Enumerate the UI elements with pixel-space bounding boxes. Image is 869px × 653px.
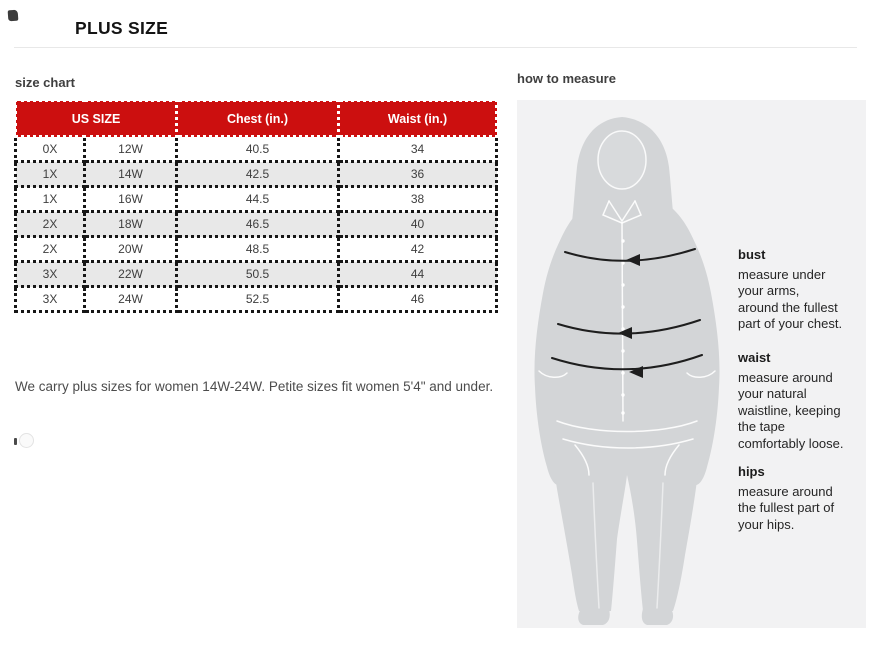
table-cell: 1X <box>16 162 85 187</box>
corner-mark <box>8 10 19 22</box>
table-cell: 1X <box>16 187 85 212</box>
left-foot <box>578 609 610 625</box>
table-cell: 40 <box>339 212 497 237</box>
waist-text-line: your natural <box>738 386 807 401</box>
table-cell: 46 <box>339 287 497 312</box>
col-header-us-size: US SIZE <box>16 101 177 137</box>
how-to-measure-panel <box>517 100 866 628</box>
figure-silhouette <box>523 103 735 625</box>
table-cell: 24W <box>85 287 177 312</box>
bust-text-line: around the fullest <box>738 299 838 315</box>
table-row <box>16 162 497 187</box>
measure-block-bust <box>738 247 868 333</box>
placket-line <box>622 223 623 421</box>
table-cell: 0X <box>16 137 85 162</box>
table-cell: 2X <box>16 212 85 237</box>
page-title: PLUS SIZE <box>75 18 169 38</box>
table-cell: 42 <box>339 237 497 262</box>
bust-text-line: measure under <box>738 266 826 282</box>
col-header-chest: Chest (in.) <box>177 101 339 137</box>
table-cell: 12W <box>85 137 177 162</box>
table-cell: 44 <box>339 262 497 287</box>
table-cell: 14W <box>85 162 177 187</box>
table-cell: 50.5 <box>177 262 339 287</box>
table-cell: 46.5 <box>177 212 339 237</box>
torso-shape <box>540 193 714 423</box>
tiny-marker-icon <box>13 432 35 450</box>
table-row <box>16 137 497 162</box>
waist-text-line: comfortably loose. <box>738 435 844 451</box>
table-row <box>16 187 497 212</box>
tiny-dash <box>14 438 17 445</box>
bust-text-line: your arms, <box>738 283 800 298</box>
table-cell: 22W <box>85 262 177 287</box>
table-header-row <box>16 101 497 137</box>
how-to-measure-heading: how to measure <box>517 71 616 86</box>
right-foot <box>642 609 673 625</box>
waist-heading: waist <box>738 350 771 365</box>
table-cell: 38 <box>339 187 497 212</box>
hips-text-line: your hips. <box>738 516 795 532</box>
table-cell: 48.5 <box>177 237 339 262</box>
sizing-note: We carry plus sizes for women 14W-24W. Petite sizes fit women 5'4" and under. <box>15 379 494 394</box>
hips-text-line: measure around <box>738 483 833 499</box>
size-chart-table <box>14 99 498 313</box>
waist-text-line: the tape <box>738 419 785 434</box>
table-cell: 36 <box>339 162 497 187</box>
measure-block-hips <box>738 464 868 533</box>
table-cell: 40.5 <box>177 137 339 162</box>
col-header-waist: Waist (in.) <box>339 101 497 137</box>
table-cell: 2X <box>16 237 85 262</box>
table-cell: 52.5 <box>177 287 339 312</box>
measure-block-waist <box>738 350 868 452</box>
table-cell: 18W <box>85 212 177 237</box>
table-cell: 42.5 <box>177 162 339 187</box>
table-cell: 44.5 <box>177 187 339 212</box>
table-cell: 3X <box>16 287 85 312</box>
size-chart-heading: size chart <box>15 75 75 90</box>
table-row <box>16 237 497 262</box>
legs-shape <box>554 421 699 611</box>
hips-heading: hips <box>738 464 765 479</box>
table-cell: 3X <box>16 262 85 287</box>
hips-text-line: the fullest part of <box>738 500 835 515</box>
table-row <box>16 287 497 312</box>
waist-text-line: measure around <box>738 369 833 385</box>
bust-text-line: part of your chest. <box>738 316 843 331</box>
tiny-ring <box>19 433 34 448</box>
table-cell: 20W <box>85 237 177 262</box>
header-divider <box>14 47 857 48</box>
waist-text-line: waistline, keeping <box>738 402 841 418</box>
table-cell: 34 <box>339 137 497 162</box>
table-row <box>16 212 497 237</box>
table-cell: 16W <box>85 187 177 212</box>
bust-heading: bust <box>738 247 766 262</box>
table-row <box>16 262 497 287</box>
